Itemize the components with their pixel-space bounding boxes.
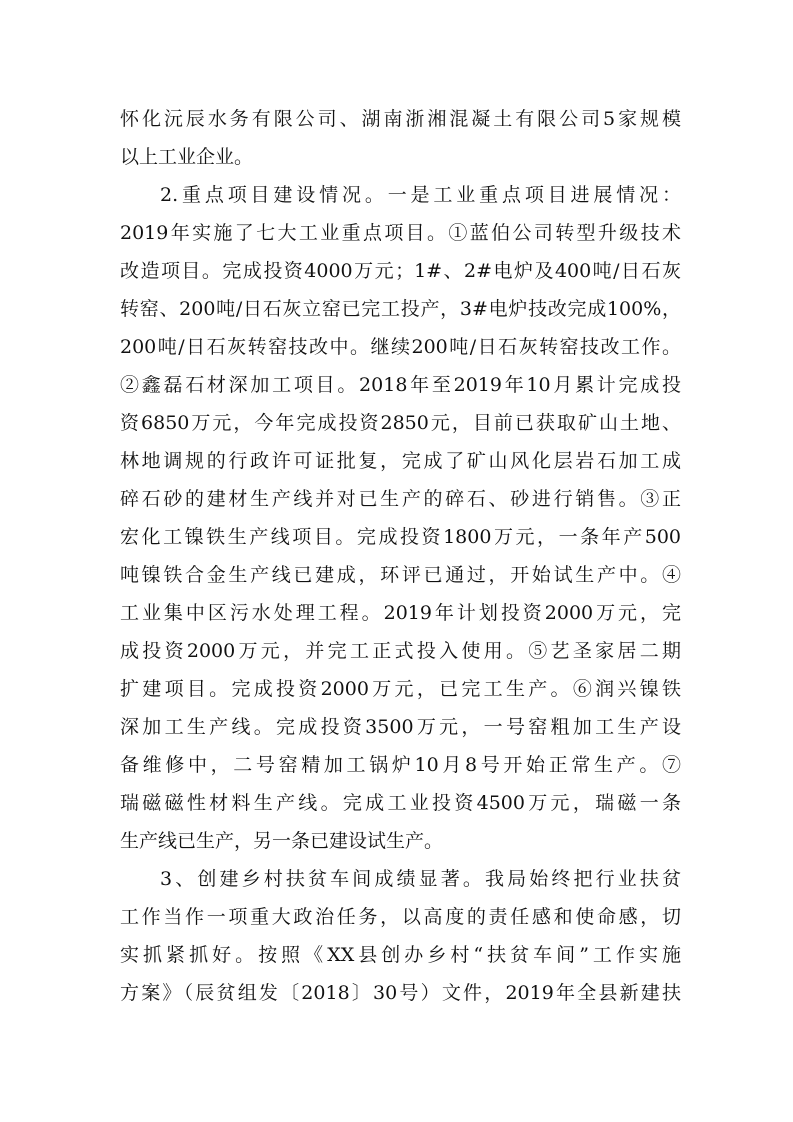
text-line: 宏化工镍铁生产线项目。完成投资1800万元，一条年产500: [120, 526, 681, 548]
text-line: 转窑、200吨/日石灰立窑已完工投产，3#电炉技改完成100%，: [120, 298, 681, 320]
text-line: 吨镍铁合金生产线已建成，环评已通过，开始试生产中。④: [120, 564, 681, 586]
text-line: 3、创建乡村扶贫车间成绩显著。我局始终把行业扶贫: [160, 868, 681, 890]
text-line: 成投资2000万元，并完工正式投入使用。⑤艺圣家居二期: [120, 640, 681, 662]
text-line: 资6850万元，今年完成投资2850元，目前已获取矿山土地、: [120, 412, 681, 434]
text-line: 工业集中区污水处理工程。2019年计划投资2000万元，完: [120, 602, 681, 624]
text-line: 以上工业企业。: [120, 146, 254, 168]
text-line: 实抓紧抓好。按照《XX县创办乡村“扶贫车间”工作实施: [120, 944, 681, 966]
text-line: 怀化沅辰水务有限公司、湖南浙湘混凝土有限公司5家规模: [120, 108, 681, 130]
text-line: 200吨/日石灰转窑技改中。继续200吨/日石灰转窑技改工作。: [120, 336, 681, 358]
text-line: 改造项目。完成投资4000万元；1#、2#电炉及400吨/日石灰: [120, 260, 681, 282]
text-line: 方案》（辰贫组发〔2018〕30号）文件，2019年全县新建扶: [120, 982, 681, 1004]
text-line: 工作当作一项重大政治任务，以高度的责任感和使命感，切: [120, 906, 681, 928]
text-line: 2019年实施了七大工业重点项目。①蓝伯公司转型升级技术: [120, 222, 681, 244]
text-line: 2.重点项目建设情况。一是工业重点项目进展情况：: [160, 184, 681, 206]
text-line: 碎石砂的建材生产线并对已生产的碎石、砂进行销售。③正: [120, 488, 681, 510]
text-line: 瑞磁磁性材料生产线。完成工业投资4500万元，瑞磁一条: [120, 792, 681, 814]
text-line: 生产线已生产，另一条已建设试生产。: [120, 830, 444, 852]
text-line: 备维修中，二号窑精加工锅炉10月8号开始正常生产。⑦: [120, 754, 681, 776]
text-line: 扩建项目。完成投资2000万元，已完工生产。⑥润兴镍铁: [120, 678, 681, 700]
text-line: ②鑫磊石材深加工项目。2018年至2019年10月累计完成投: [120, 374, 681, 396]
text-line: 深加工生产线。完成投资3500万元，一号窑粗加工生产设: [120, 716, 681, 738]
text-line: 林地调规的行政许可证批复，完成了矿山风化层岩石加工成: [120, 450, 681, 472]
